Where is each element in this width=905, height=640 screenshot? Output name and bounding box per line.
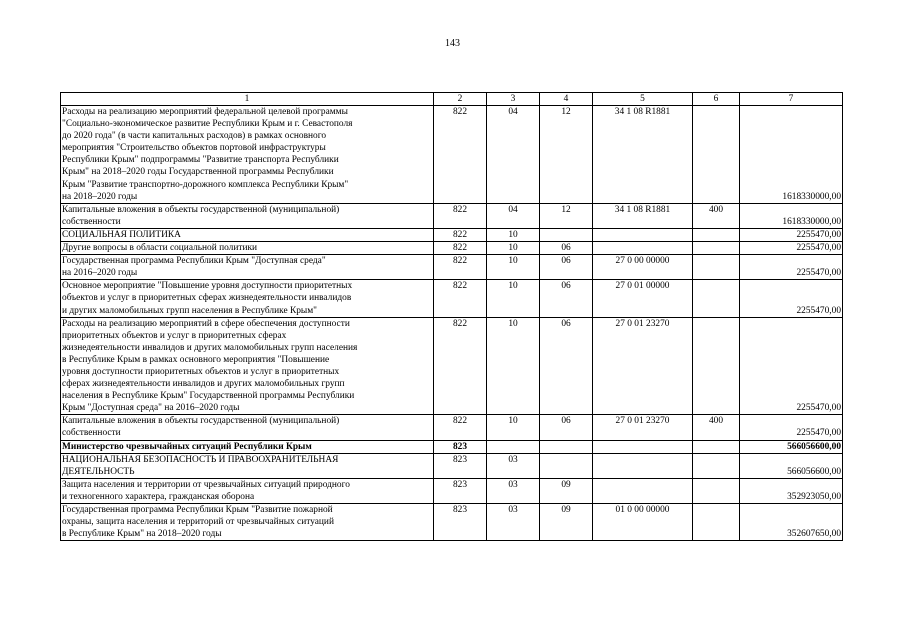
section-code-cell: 04	[487, 203, 540, 228]
header-cell: 2	[434, 93, 487, 106]
ministry-code-cell: 822	[434, 203, 487, 228]
table-row	[61, 106, 843, 204]
expense-type-cell	[693, 317, 740, 415]
table-row	[61, 317, 843, 415]
table-row	[61, 228, 843, 241]
target-article-cell: 27 0 00 00000	[593, 255, 693, 280]
expense-type-cell	[693, 280, 740, 317]
target-article-cell	[593, 453, 693, 478]
table-row	[61, 255, 843, 280]
subsection-code-cell: 12	[540, 203, 593, 228]
amount-cell: 2255470,00	[740, 242, 843, 255]
target-article-cell: 27 0 01 23270	[593, 415, 693, 440]
item-name-cell: Расходы на реализацию мероприятий в сфере обеспечения доступности приоритетных объектов и услуг в приоритетных сферах жизнедеятельности инвалидов и других маломобильных групп населения в Республике Крым в рамках основного мероприятия "Повышение уровня доступности приоритетных объектов и услуг в приоритетных сферах жизнедеятельности инвалидов и других маломобильных групп населения в Республике Крым" Государственной программы Республики Крым "Доступная среда" на 2016–2020 годы	[61, 317, 434, 415]
expense-type-cell	[693, 106, 740, 204]
table-header-row	[61, 93, 843, 106]
section-code-cell: 03	[487, 453, 540, 478]
ministry-code-cell: 823	[434, 478, 487, 503]
item-name-cell: Капитальные вложения в объекты государственной (муниципальной) собственности	[61, 415, 434, 440]
ministry-code-cell: 822	[434, 317, 487, 415]
expense-type-cell	[693, 504, 740, 541]
table-row	[61, 453, 843, 478]
header-cell: 7	[740, 93, 843, 106]
amount-cell: 352923050,00	[740, 478, 843, 503]
section-code-cell: 03	[487, 504, 540, 541]
section-code-cell: 03	[487, 478, 540, 503]
expense-type-cell	[693, 228, 740, 241]
table-row	[61, 478, 843, 503]
subsection-code-cell	[540, 228, 593, 241]
target-article-cell	[593, 228, 693, 241]
table-row	[61, 203, 843, 228]
item-name-cell: Министерство чрезвычайных ситуаций Республики Крым	[61, 440, 434, 453]
expense-type-cell	[693, 440, 740, 453]
item-name-cell: Расходы на реализацию мероприятий федеральной целевой программы "Социально-экономическое развитие Республики Крым и г. Севастополя до 2020 года" (в части капитальных расходов) в рамках основного мероприятия "Строительство объектов портовой инфраструктуры Республики Крым" подпрограммы "Развитие транспорта Республики Крым" на 2018–2020 годы Государственной программы Республики Крым "Развитие транспортно-дорожного комплекса Республики Крым" на 2018–2020 годы	[61, 106, 434, 204]
expense-type-cell	[693, 478, 740, 503]
subsection-code-cell: 06	[540, 415, 593, 440]
subsection-code-cell: 09	[540, 504, 593, 541]
item-name-cell: СОЦИАЛЬНАЯ ПОЛИТИКА	[61, 228, 434, 241]
ministry-code-cell: 822	[434, 415, 487, 440]
amount-cell: 1618330000,00	[740, 106, 843, 204]
target-article-cell: 34 1 08 R1881	[593, 203, 693, 228]
header-cell: 1	[61, 93, 434, 106]
item-name-cell: Государственная программа Республики Крым "Доступная среда" на 2016–2020 годы	[61, 255, 434, 280]
subsection-code-cell: 06	[540, 242, 593, 255]
ministry-code-cell: 823	[434, 440, 487, 453]
amount-cell: 1618330000,00	[740, 203, 843, 228]
table-row	[61, 504, 843, 541]
ministry-code-cell: 822	[434, 280, 487, 317]
target-article-cell	[593, 478, 693, 503]
subsection-code-cell: 12	[540, 106, 593, 204]
amount-cell: 352607650,00	[740, 504, 843, 541]
target-article-cell	[593, 242, 693, 255]
page-number: 143	[445, 38, 460, 49]
section-code-cell: 10	[487, 242, 540, 255]
section-code-cell: 10	[487, 280, 540, 317]
amount-cell: 2255470,00	[740, 280, 843, 317]
table-row	[61, 280, 843, 317]
item-name-cell: Основное мероприятие "Повышение уровня доступности приоритетных объектов и услуг в приоритетных сферах жизнедеятельности инвалидов и других маломобильных групп населения в Республике Крым"	[61, 280, 434, 317]
subsection-code-cell	[540, 440, 593, 453]
expense-type-cell	[693, 453, 740, 478]
subsection-code-cell: 06	[540, 280, 593, 317]
item-name-cell: Другие вопросы в области социальной политики	[61, 242, 434, 255]
subsection-code-cell	[540, 453, 593, 478]
table-row	[61, 415, 843, 440]
section-code-cell: 10	[487, 228, 540, 241]
section-code-cell: 10	[487, 255, 540, 280]
section-code-cell: 10	[487, 317, 540, 415]
target-article-cell: 27 0 01 00000	[593, 280, 693, 317]
subsection-code-cell: 06	[540, 317, 593, 415]
header-cell: 4	[540, 93, 593, 106]
amount-cell: 2255470,00	[740, 255, 843, 280]
target-article-cell: 27 0 01 23270	[593, 317, 693, 415]
ministry-code-cell: 822	[434, 242, 487, 255]
item-name-cell: Государственная программа Республики Крым "Развитие пожарной охраны, защита населения и территорий от чрезвычайных ситуаций в Республике Крым" на 2018–2020 годы	[61, 504, 434, 541]
section-code-cell	[487, 440, 540, 453]
amount-cell: 566056600,00	[740, 453, 843, 478]
target-article-cell: 01 0 00 00000	[593, 504, 693, 541]
expense-type-cell: 400	[693, 203, 740, 228]
expense-type-cell: 400	[693, 415, 740, 440]
budget-table	[60, 92, 843, 541]
ministry-code-cell: 823	[434, 504, 487, 541]
amount-cell: 2255470,00	[740, 317, 843, 415]
amount-cell: 2255470,00	[740, 228, 843, 241]
ministry-code-cell: 822	[434, 255, 487, 280]
section-code-cell: 04	[487, 106, 540, 204]
target-article-cell	[593, 440, 693, 453]
header-cell: 3	[487, 93, 540, 106]
subsection-code-cell: 09	[540, 478, 593, 503]
item-name-cell: Защита населения и территории от чрезвычайных ситуаций природного и техногенного характера, гражданская оборона	[61, 478, 434, 503]
item-name-cell: Капитальные вложения в объекты государственной (муниципальной) собственности	[61, 203, 434, 228]
table-row	[61, 440, 843, 453]
item-name-cell: НАЦИОНАЛЬНАЯ БЕЗОПАСНОСТЬ И ПРАВООХРАНИТЕЛЬНАЯ ДЕЯТЕЛЬНОСТЬ	[61, 453, 434, 478]
header-cell: 5	[593, 93, 693, 106]
expense-type-cell	[693, 242, 740, 255]
ministry-code-cell: 822	[434, 228, 487, 241]
ministry-code-cell: 822	[434, 106, 487, 204]
amount-cell: 2255470,00	[740, 415, 843, 440]
target-article-cell: 34 1 08 R1881	[593, 106, 693, 204]
header-cell: 6	[693, 93, 740, 106]
section-code-cell: 10	[487, 415, 540, 440]
table-row	[61, 242, 843, 255]
expense-type-cell	[693, 255, 740, 280]
ministry-code-cell: 823	[434, 453, 487, 478]
subsection-code-cell: 06	[540, 255, 593, 280]
amount-cell: 566056600,00	[740, 440, 843, 453]
